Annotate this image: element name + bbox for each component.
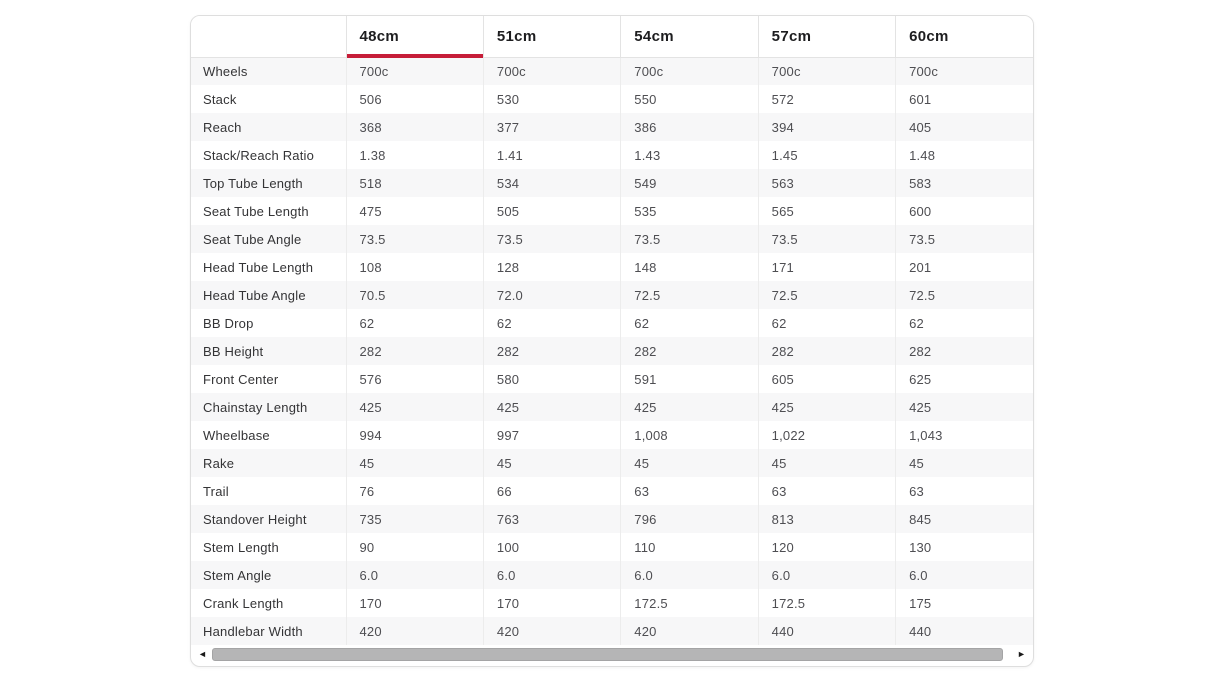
cell: 1.41: [483, 141, 620, 169]
table-row: [191, 617, 1033, 645]
cell: 386: [621, 113, 758, 141]
cell: 76: [346, 477, 483, 505]
row-label: Standover Height: [203, 511, 307, 527]
cell: 420: [621, 617, 758, 645]
cell: 420: [483, 617, 620, 645]
column-header-54cm[interactable]: [621, 16, 758, 57]
cell: 505: [483, 197, 620, 225]
cell: 700c: [621, 57, 758, 85]
cell: 90: [346, 533, 483, 561]
cell: 1.43: [621, 141, 758, 169]
cell: 171: [758, 253, 895, 281]
row-label: Rake: [203, 455, 235, 471]
cell: 425: [621, 393, 758, 421]
cell: 420: [346, 617, 483, 645]
cell: 1.45: [758, 141, 895, 169]
column-header-label: 51cm: [496, 27, 537, 45]
cell: 550: [621, 85, 758, 113]
cell: 172.5: [621, 589, 758, 617]
cell: 763: [483, 505, 620, 533]
corner-cell: [191, 16, 346, 57]
cell: 534: [483, 169, 620, 197]
table-row: [191, 225, 1033, 253]
cell: 1,008: [621, 421, 758, 449]
cell: 175: [896, 589, 1033, 617]
row-label: Chainstay Length: [203, 399, 308, 415]
cell: 73.5: [621, 225, 758, 253]
row-label: Crank Length: [203, 595, 284, 611]
row-label: BB Drop: [203, 315, 254, 331]
row-label: Seat Tube Angle: [203, 231, 302, 247]
cell: 73.5: [346, 225, 483, 253]
table-row: [191, 253, 1033, 281]
scroll-right-arrow-icon[interactable]: ►: [1017, 649, 1026, 659]
table-row: [191, 365, 1033, 393]
cell: 440: [758, 617, 895, 645]
row-label: Head Tube Length: [203, 259, 314, 275]
table-row: [191, 309, 1033, 337]
cell: 1.48: [896, 141, 1033, 169]
table-header: [191, 16, 1033, 57]
cell: 282: [621, 337, 758, 365]
column-header-51cm[interactable]: [483, 16, 620, 57]
cell: 100: [483, 533, 620, 561]
cell: 148: [621, 253, 758, 281]
cell: 282: [483, 337, 620, 365]
cell: 475: [346, 197, 483, 225]
cell: 6.0: [758, 561, 895, 589]
geometry-table: [191, 16, 1033, 645]
table-row: [191, 169, 1033, 197]
table-row: [191, 477, 1033, 505]
cell: 425: [483, 393, 620, 421]
cell: 62: [346, 309, 483, 337]
cell: 700c: [758, 57, 895, 85]
cell: 994: [346, 421, 483, 449]
cell: 563: [758, 169, 895, 197]
cell: 73.5: [483, 225, 620, 253]
table-row: [191, 57, 1033, 85]
cell: 405: [896, 113, 1033, 141]
cell: 506: [346, 85, 483, 113]
cell: 700c: [896, 57, 1033, 85]
row-label: Wheels: [203, 63, 248, 79]
cell: 535: [621, 197, 758, 225]
table-row: [191, 589, 1033, 617]
cell: 172.5: [758, 589, 895, 617]
cell: 73.5: [896, 225, 1033, 253]
horizontal-scrollbar[interactable]: [196, 647, 1028, 662]
cell: 110: [621, 533, 758, 561]
column-header-60cm[interactable]: [896, 16, 1033, 57]
table-row: [191, 421, 1033, 449]
column-header-57cm[interactable]: [758, 16, 895, 57]
cell: 1.38: [346, 141, 483, 169]
row-label: Stem Length: [203, 539, 279, 555]
cell: 625: [896, 365, 1033, 393]
row-label: Wheelbase: [203, 427, 270, 443]
cell: 45: [896, 449, 1033, 477]
cell: 45: [621, 449, 758, 477]
cell: 72.5: [896, 281, 1033, 309]
cell: 700c: [346, 57, 483, 85]
row-label: Reach: [203, 119, 242, 135]
cell: 1,022: [758, 421, 895, 449]
header-row: [191, 16, 1033, 57]
cell: 62: [758, 309, 895, 337]
scroll-left-arrow-icon[interactable]: ◄: [198, 649, 207, 659]
cell: 70.5: [346, 281, 483, 309]
cell: 6.0: [483, 561, 620, 589]
row-label: BB Height: [203, 343, 264, 359]
cell: 63: [621, 477, 758, 505]
cell: 63: [758, 477, 895, 505]
row-label: Top Tube Length: [203, 175, 303, 191]
cell: 591: [621, 365, 758, 393]
cell: 394: [758, 113, 895, 141]
cell: 576: [346, 365, 483, 393]
cell: 6.0: [896, 561, 1033, 589]
cell: 997: [483, 421, 620, 449]
cell: 6.0: [346, 561, 483, 589]
column-header-label: 48cm: [359, 27, 400, 45]
cell: 425: [758, 393, 895, 421]
cell: 128: [483, 253, 620, 281]
selected-column-underline: [347, 54, 483, 58]
scrollbar-thumb[interactable]: [212, 648, 1003, 661]
cell: 425: [896, 393, 1033, 421]
cell: 120: [758, 533, 895, 561]
row-label: Seat Tube Length: [203, 203, 309, 219]
row-label: Stack/Reach Ratio: [203, 147, 315, 163]
cell: 549: [621, 169, 758, 197]
cell: 72.0: [483, 281, 620, 309]
row-label: Stack: [203, 91, 237, 107]
column-header-48cm[interactable]: [346, 16, 483, 57]
cell: 601: [896, 85, 1033, 113]
row-label: Trail: [203, 483, 229, 499]
cell: 62: [621, 309, 758, 337]
cell: 45: [346, 449, 483, 477]
table-row: [191, 281, 1033, 309]
cell: 440: [896, 617, 1033, 645]
cell: 130: [896, 533, 1033, 561]
table-row: [191, 141, 1033, 169]
cell: 66: [483, 477, 620, 505]
cell: 518: [346, 169, 483, 197]
cell: 572: [758, 85, 895, 113]
table-body: [191, 57, 1033, 645]
column-header-label: 60cm: [909, 27, 949, 45]
table-row: [191, 533, 1033, 561]
cell: 282: [346, 337, 483, 365]
cell: 580: [483, 365, 620, 393]
cell: 700c: [483, 57, 620, 85]
cell: 282: [758, 337, 895, 365]
table-row: [191, 197, 1033, 225]
row-label: Head Tube Angle: [203, 287, 306, 303]
cell: 63: [896, 477, 1033, 505]
cell: 377: [483, 113, 620, 141]
cell: 813: [758, 505, 895, 533]
table-row: [191, 449, 1033, 477]
cell: 845: [896, 505, 1033, 533]
cell: 170: [346, 589, 483, 617]
cell: 45: [758, 449, 895, 477]
cell: 735: [346, 505, 483, 533]
table-row: [191, 561, 1033, 589]
cell: 565: [758, 197, 895, 225]
cell: 72.5: [621, 281, 758, 309]
cell: 282: [896, 337, 1033, 365]
row-label: Handlebar Width: [203, 623, 303, 639]
table-row: [191, 505, 1033, 533]
column-header-label: 57cm: [771, 27, 812, 45]
cell: 425: [346, 393, 483, 421]
cell: 108: [346, 253, 483, 281]
row-label: Stem Angle: [203, 567, 272, 583]
table-row: [191, 85, 1033, 113]
cell: 530: [483, 85, 620, 113]
cell: 605: [758, 365, 895, 393]
cell: 170: [483, 589, 620, 617]
cell: 796: [621, 505, 758, 533]
column-header-label: 54cm: [634, 27, 674, 45]
table-row: [191, 113, 1033, 141]
table-row: [191, 337, 1033, 365]
cell: 1,043: [896, 421, 1033, 449]
cell: 6.0: [621, 561, 758, 589]
cell: 72.5: [758, 281, 895, 309]
table-row: [191, 393, 1033, 421]
scrollbar-track[interactable]: [212, 648, 1012, 661]
cell: 62: [896, 309, 1033, 337]
cell: 368: [346, 113, 483, 141]
cell: 201: [896, 253, 1033, 281]
cell: 600: [896, 197, 1033, 225]
row-label: Front Center: [203, 371, 279, 387]
cell: 73.5: [758, 225, 895, 253]
cell: 583: [896, 169, 1033, 197]
cell: 62: [483, 309, 620, 337]
geometry-table-card: [190, 15, 1034, 667]
cell: 45: [483, 449, 620, 477]
